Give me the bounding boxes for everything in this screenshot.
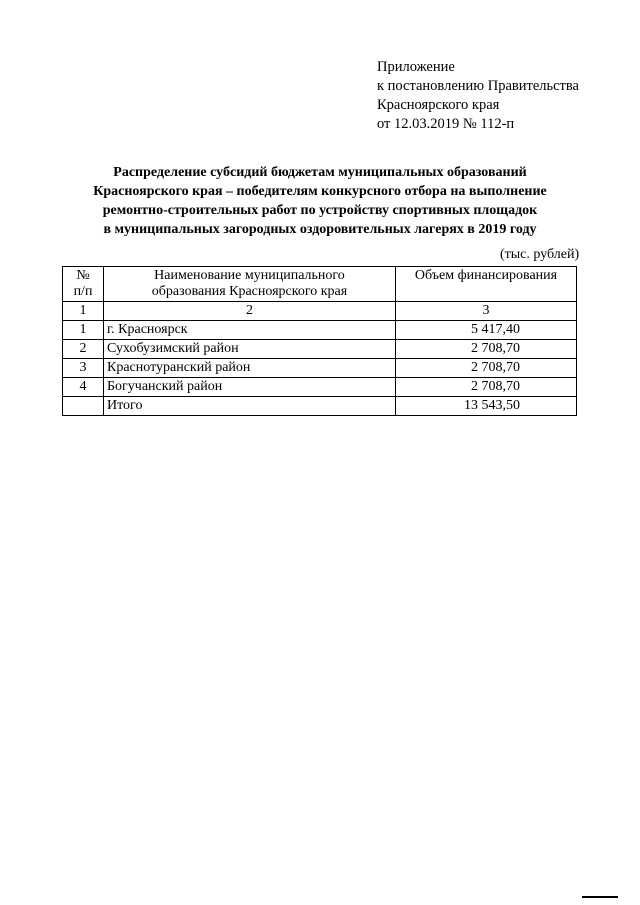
appendix-block (377, 58, 579, 134)
header-number (63, 267, 104, 302)
row-number: 3 (63, 359, 104, 378)
units-label: (тыс. рублей) (500, 247, 580, 262)
table-row (63, 378, 577, 397)
header-name-line: Наименование муниципального (154, 268, 345, 283)
header-amount: Объем финансирования (396, 267, 577, 302)
row-amount: 2 708,70 (396, 359, 577, 378)
column-number-row (63, 302, 577, 321)
total-label: Итого (104, 397, 396, 416)
column-number: 2 (104, 302, 396, 321)
row-name: Богучанский район (104, 378, 396, 397)
table-row (63, 359, 577, 378)
header-number-sign: № (76, 268, 90, 283)
total-number (63, 397, 104, 416)
column-number: 1 (63, 302, 104, 321)
appendix-date-line: от 12.03.2019 № 112-п (377, 116, 515, 132)
row-amount: 2 708,70 (396, 340, 577, 359)
column-number: 3 (396, 302, 577, 321)
row-number: 1 (63, 321, 104, 340)
header-number-abbr: п/п (73, 284, 93, 299)
row-name: Краснотуранский район (104, 359, 396, 378)
appendix-line: Красноярского края (377, 97, 500, 113)
appendix-line: Приложение (377, 59, 455, 75)
table-header-row (63, 267, 577, 302)
title-line: Красноярского края – победителям конкурсного отбора на выполнение (93, 184, 547, 199)
row-name: г. Красноярск (104, 321, 396, 340)
footer-rule (582, 896, 618, 898)
title-line: ремонтно-строительных работ по устройству спортивных площадок (102, 203, 538, 218)
table-row (63, 340, 577, 359)
title-line: в муниципальных загородных оздоровительных лагерях в 2019 году (103, 222, 537, 237)
row-number: 2 (63, 340, 104, 359)
document-title (60, 163, 580, 239)
title-line: Распределение субсидий бюджетам муниципальных образований (113, 165, 527, 180)
row-name: Сухобузимский район (104, 340, 396, 359)
row-number: 4 (63, 378, 104, 397)
table-row (63, 321, 577, 340)
header-name (104, 267, 396, 302)
row-amount: 2 708,70 (396, 378, 577, 397)
header-name-line: образования Красноярского края (151, 284, 348, 299)
appendix-line: к постановлению Правительства (377, 78, 579, 94)
total-row (63, 397, 577, 416)
total-amount: 13 543,50 (396, 397, 577, 416)
subsidy-table (62, 266, 577, 416)
row-amount: 5 417,40 (396, 321, 577, 340)
